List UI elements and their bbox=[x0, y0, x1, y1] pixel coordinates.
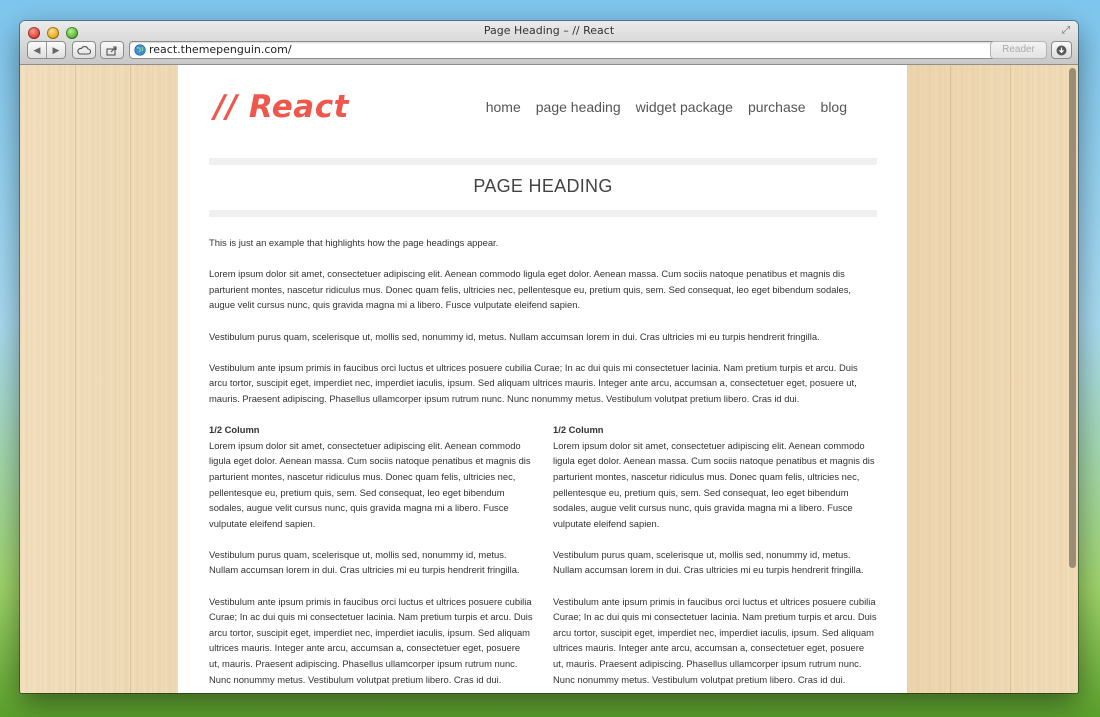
share-icon[interactable] bbox=[100, 41, 124, 59]
main-content bbox=[209, 235, 877, 693]
globe-icon bbox=[134, 44, 146, 56]
address-bar[interactable] bbox=[129, 41, 1009, 59]
column-title: 1/2 Column bbox=[209, 424, 260, 436]
column-left bbox=[209, 422, 533, 693]
wood-plank bbox=[130, 65, 131, 693]
window-title: Page Heading – // React bbox=[483, 24, 615, 37]
page-title: PAGE HEADING bbox=[473, 176, 613, 196]
fullscreen-icon[interactable]: ⤢ bbox=[1062, 25, 1070, 36]
paragraph: Vestibulum purus quam, scelerisque ut, mollis sed, nonummy id, metus. Nullam accumsan lorem in dui. Cras ultricies mi eu turpis hendrerit fringilla. bbox=[209, 330, 820, 342]
column-paragraph: Lorem ipsum dolor sit amet, consectetuer adipiscing elit. Aenean commodo ligula eget dolor. Aenean massa. Cum sociis natoque penatibus et magnis dis parturient montes, nascetur ridiculus mus. Donec quam felis, ultricies nec, pellentesque eu, pretium quis, sem. Sed consequat, leo eget bibendum sodales, augue velit cursus nunc, quis gravida magna mi a libero. Fusce vulputate eleifend sapien. bbox=[209, 439, 531, 529]
reader-button[interactable]: Reader bbox=[990, 41, 1047, 59]
title-bar bbox=[20, 21, 1078, 65]
column-right bbox=[553, 422, 877, 693]
column-paragraph: Lorem ipsum dolor sit amet, consectetuer adipiscing elit. Aenean commodo ligula eget dolor. Aenean massa. Cum sociis natoque penatibus et magnis dis parturient montes, nascetur ridiculus mus. Donec quam felis, ultricies nec, pellentesque eu, pretium quis, sem. Sed consequat, leo eget bibendum sodales, augue velit cursus nunc, quis gravida magna mi a libero. Fusce vulputate eleifend sapien. bbox=[553, 439, 875, 529]
heading-rule-bottom bbox=[209, 210, 877, 217]
paragraph: Lorem ipsum dolor sit amet, consectetuer adipiscing elit. Aenean commodo ligula eget dolor. Aenean massa. Cum sociis natoque penatibus et magnis dis parturient montes, nascetur ridiculus mus. Donec quam felis, ultricies nec, pellentesque eu, pretium quis, sem. Sed consequat, leo eget bibendum sodales, augue velit cursus nunc, quis gravida magna mi a libero. Fusce vulputate eleifend sapien. bbox=[209, 268, 852, 311]
back-forward-buttons bbox=[27, 41, 66, 59]
page-viewport bbox=[20, 65, 1078, 693]
wood-plank bbox=[1010, 65, 1011, 693]
forward-icon[interactable]: ▶ bbox=[52, 44, 60, 55]
icloud-icon[interactable] bbox=[72, 41, 96, 59]
page-container bbox=[178, 65, 907, 693]
column-title: 1/2 Column bbox=[553, 424, 604, 436]
nav-blog[interactable]: blog bbox=[820, 99, 847, 115]
column-paragraph: Vestibulum ante ipsum primis in faucibus orci luctus et ultrices posuere cubilia Curae; In ac dui quis mi consectetuer lacinia. Nam pretium turpis et arcu. Duis arcu tortor, suscipit eget, imperdiet nec, imperdiet iaculis, ipsum. Sed aliquam ultrices mauris. Integer ante arcu, accumsan a, consectetuer eget, posuere ut, mauris. Praesent adipiscing. Phasellus ullamcorper ipsum rutrum nunc. Nunc nonummy metus. Vestibulum volutpat pretium libero. Cras id dui. bbox=[553, 595, 877, 685]
wood-plank bbox=[75, 65, 76, 693]
url-text: react.themepenguin.com/ bbox=[149, 43, 292, 56]
paragraph: Vestibulum ante ipsum primis in faucibus orci luctus et ultrices posuere cubilia Curae; In ac dui quis mi consectetuer lacinia. Nam pretium turpis et arcu. Duis arcu tortor, suscipit eget, imperdiet nec, imperdiet iaculis, ipsum. Sed aliquam ultrices mauris. Integer ante arcu, accumsan a, consectetuer eget, posuere ut, mauris. Praesent adipiscing. Phasellus ullamcorper ipsum rutrum nunc. Nunc nonummy metus. Vestibulum volutpat pretium libero. Cras id dui. bbox=[209, 361, 858, 404]
heading-rule-top bbox=[209, 158, 877, 165]
wood-plank bbox=[950, 65, 951, 693]
column-paragraph: Vestibulum purus quam, scelerisque ut, mollis sed, nonummy id, metus. Nullam accumsan lorem in dui. Cras ultricies mi eu turpis hendrerit fringilla. bbox=[209, 548, 520, 576]
back-icon[interactable]: ◀ bbox=[33, 44, 41, 55]
site-logo[interactable]: // React bbox=[214, 89, 349, 125]
nav-widget-package[interactable]: widget package bbox=[635, 99, 733, 115]
two-column-section bbox=[209, 422, 877, 693]
nav-purchase[interactable]: purchase bbox=[747, 99, 806, 115]
intro-text: This is just an example that highlights how the page headings appear. bbox=[209, 237, 499, 248]
nav-home[interactable]: home bbox=[485, 99, 521, 115]
vertical-scrollbar[interactable] bbox=[1069, 68, 1076, 568]
browser-window bbox=[20, 21, 1078, 693]
column-paragraph: Vestibulum purus quam, scelerisque ut, mollis sed, nonummy id, metus. Nullam accumsan lorem in dui. Cras ultricies mi eu turpis hendrerit fringilla. bbox=[553, 548, 864, 576]
download-icon[interactable] bbox=[1051, 41, 1072, 59]
main-nav bbox=[486, 99, 847, 115]
nav-page-heading[interactable]: page heading bbox=[535, 99, 621, 115]
column-paragraph: Vestibulum ante ipsum primis in faucibus orci luctus et ultrices posuere cubilia Curae; In ac dui quis mi consectetuer lacinia. Nam pretium turpis et arcu. Duis arcu tortor, suscipit eget, imperdiet nec, imperdiet iaculis, ipsum. Sed aliquam ultrices mauris. Integer ante arcu, accumsan a, consectetuer eget, posuere ut, mauris. Praesent adipiscing. Phasellus ullamcorper ipsum rutrum nunc. Nunc nonummy metus. Vestibulum volutpat pretium libero. Cras id dui. bbox=[209, 595, 533, 685]
